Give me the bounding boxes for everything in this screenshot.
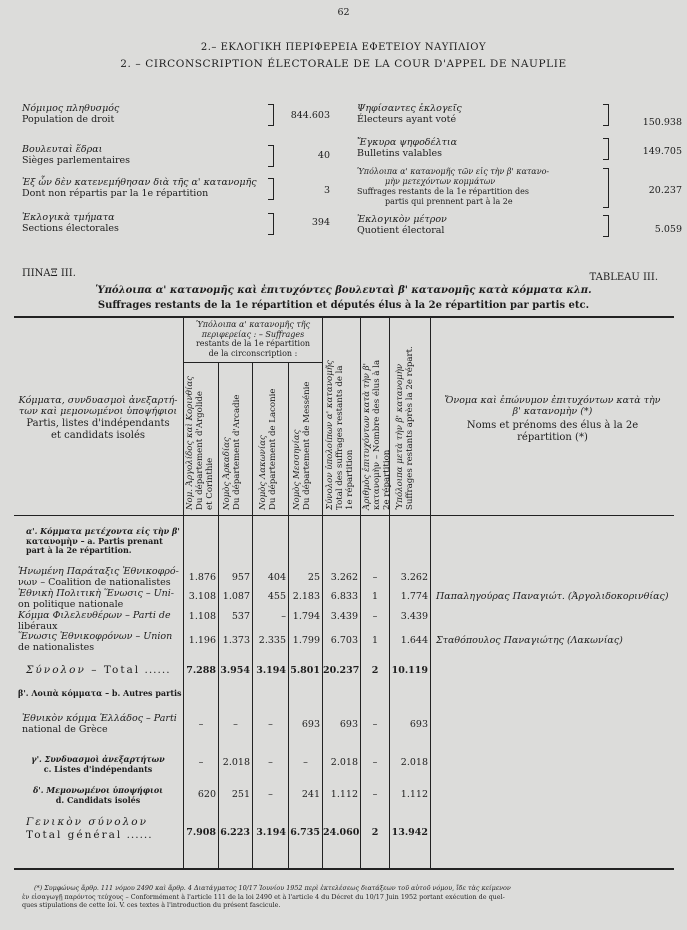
cell-argolis: 3.108	[188, 591, 216, 602]
cell-arcadia: 1.373	[222, 635, 250, 646]
cell-elected: –	[372, 789, 378, 800]
col-header-party-gr: Κόμματα, συνδυασμοὶ ἀνεξαρτή- των καὶ μεμονωμένοι ὑποψήφιοι	[18, 395, 178, 417]
summary-label-gr: Νόμιμος πληθυσμός	[22, 103, 120, 114]
cell-rest: 3.262	[400, 572, 428, 583]
summary-value: 5.059	[654, 224, 682, 235]
summary-label-gr: Βουλευταὶ ἕδραι	[22, 144, 103, 155]
col-header-rest-after: Ὑπόλοιπα μετὰ τὴν β' κατανομὴν Suffrages restants après la 2e répart.	[395, 346, 415, 510]
cell-argolis: 7.288	[186, 665, 216, 676]
summary-label-gr: Ἐκλογικὸν μέτρον	[357, 214, 447, 225]
col-header-argolis: Νομ. Ἀργολίδος καὶ Κορινθίας Du département d'Argolide et Corinthie	[185, 376, 215, 510]
cell-arcadia: –	[233, 719, 238, 730]
col-header-total-rest: Σύνολον ὑπολοίπων α' κατανομῆς Total des suffrages restants de la 1e répartition	[325, 360, 355, 510]
col-header-laconia: Νομὸς Λακωνίας Du département de Laconie	[258, 388, 278, 510]
cell-laconia: –	[268, 757, 273, 768]
cell-elected: –	[372, 611, 378, 622]
summary-label-fr: Dont non répartis par la 1e répartition	[22, 188, 209, 199]
summary-label-gr: Ἔγκυρα ψηφοδέλτια	[357, 137, 458, 148]
cell-arcadia: 3.954	[220, 665, 250, 676]
summary-value: 3	[323, 185, 330, 196]
cell-elected-name: Παπαληγούρας Παναγιώτ. (Ἀργολιδοκορινθίας)	[436, 591, 669, 602]
cell-messinia: 693	[301, 719, 320, 730]
cell-laconia: –	[268, 719, 273, 730]
footnote: (*) Συμφώνως ἄρθρ. 111 νόμου 2490 καὶ ἄρθρ. 4 Διατάγματος 10/17 Ἰουνίου 1952 περὶ ἐκτελέσεως διατάξεων τοῦ αὐτοῦ νόμου, ἴδε τὰς κείμενον ἐν εἰσαγωγῇ παρόντος τεύχους – Conformément à l'article 111 de la loi 2490 et à l'article 4 du Décret du 10/17 Juin 1952 portant exécution de quel- ques stipulations de cette loi. V. ces textes à l'introduction du présent fascicule.	[22, 884, 511, 909]
cell-arcadia: 1.087	[222, 591, 250, 602]
cell-elected: –	[372, 757, 378, 768]
summary-label-fr: Électeurs ayant voté	[357, 114, 457, 125]
table-title-gr: Ὑπόλοιπα α' κατανομῆς καὶ ἐπιτυχόντες βουλευταὶ β' κατανομῆς κατὰ κόμματα κλπ.	[95, 285, 592, 296]
cell-total: 693	[339, 719, 358, 730]
cell-total: 20.237	[323, 665, 360, 676]
cell-messinia: 1.794	[292, 611, 320, 622]
subtotal-label: Σύνολον – Total ......	[26, 664, 171, 676]
cell-rest: 1.112	[400, 789, 428, 800]
cell-argolis: 1.876	[188, 572, 216, 583]
cell-argolis: 1.196	[188, 635, 216, 646]
cell-argolis: –	[198, 719, 204, 730]
cell-messinia: 5.801	[290, 665, 320, 676]
summary-label-fr: partis qui prennent part à la 2e	[385, 197, 513, 206]
grand-total-label-fr: Total général ......	[26, 829, 153, 841]
cell-argolis: 620	[197, 789, 216, 800]
cell-messinia: 2.183	[292, 591, 320, 602]
summary-label-fr: Suffrages restants de la 1e répartition des	[357, 187, 530, 196]
cell-messinia: 1.799	[292, 635, 320, 646]
summary-label-fr: Sections électorales	[22, 223, 119, 234]
cell-rest: 1.774	[400, 591, 428, 602]
row-label: Κόμμα Φιλελευθέρων – Parti de libéraux	[18, 610, 171, 632]
cell-rest: 693	[409, 719, 428, 730]
summary-label-fr: Population de droit	[22, 114, 115, 125]
summary-label-fr: Bulletins valables	[357, 148, 443, 159]
cell-rest: 2.018	[400, 757, 428, 768]
row-label: Ἐθνικὴ Πολιτικὴ Ἕνωσις – Uni- on politique nationale	[18, 588, 174, 610]
cell-messinia: 25	[307, 572, 320, 583]
cell-total: 3.439	[330, 611, 358, 622]
cell-arcadia: 2.018	[222, 757, 250, 768]
row-label: Ἐθνικὸν κόμμα Ἑλλάδος – Parti national de Grèce	[22, 713, 177, 735]
summary-value: 150.938	[642, 117, 682, 128]
summary-label-gr: Ἐξ ὧν δὲν κατενεμήθησαν διὰ τῆς α' κατανομῆς	[22, 177, 257, 188]
cell-rest: 3.439	[400, 611, 428, 622]
page-number: 62	[337, 7, 350, 18]
col-group-header: Ὑπόλοιπα α' κατανομῆς τῆς περιφερείας : – Suffrages restants de la 1e répartition de la circonscription :	[195, 320, 311, 358]
cell-messinia: 241	[301, 789, 320, 800]
summary-label-gr: μὴν μετεχόντων κομμάτων	[385, 177, 496, 186]
grand-total-label-gr: Γενικὸν σύνολον	[26, 816, 148, 828]
row-label: Ἡνωμένη Παράταξις Ἐθνικοφρό- νων – Coalition de nationalistes	[18, 566, 179, 588]
col-header-elected-count: Ἀριθμὸς ἐπιτυχόντων κατὰ τὴν β' κατανομὴν – Nombre des élus à la 2e répartition	[362, 359, 392, 510]
cell-elected-name: Σταθόπουλος Παναγιώτης (Λακωνίας)	[436, 635, 623, 646]
cell-elected: 1	[371, 635, 379, 646]
cell-laconia: –	[281, 611, 286, 622]
cell-laconia: 3.194	[256, 665, 286, 676]
cell-argolis: –	[198, 757, 204, 768]
cell-laconia: –	[268, 789, 273, 800]
cell-laconia: 3.194	[256, 827, 286, 838]
cell-elected: –	[372, 719, 378, 730]
summary-label-gr: Ψηφίσαντες ἐκλογεῖς	[357, 103, 462, 114]
cell-laconia: 2.335	[258, 635, 286, 646]
cell-rest: 10.119	[391, 665, 428, 676]
cell-laconia: 455	[267, 591, 286, 602]
col-header-names-fr: Noms et prénoms des élus à la 2e répartition (*)	[466, 420, 639, 443]
cell-argolis: 1.108	[188, 611, 216, 622]
cell-rest: 13.942	[391, 827, 428, 838]
col-header-messinia: Νομὸς Μεσσηνίας Du département de Messénie	[292, 381, 312, 510]
col-header-party-fr: Partis, listes d'indépendants et candidats isolés	[26, 418, 170, 441]
row-label: Ἕνωσις Ἐθνικοφρόνων – Union de nationalistes	[18, 631, 173, 653]
table-label-gr: ΠΙΝΑΞ ΙΙΙ.	[22, 268, 76, 279]
cell-total: 6.833	[330, 591, 358, 602]
cell-elected: 1	[371, 591, 379, 602]
header-title-fr: 2. – CIRCONSCRIPTION ÉLECTORALE DE LA COUR D'APPEL DE NAUPLIE	[120, 58, 567, 70]
cell-total: 1.112	[330, 789, 358, 800]
header-title-gr: 2.– ΕΚΛΟΓΙΚΗ ΠΕΡΙΦΕΡΕΙΑ ΕΦΕΤΕΙΟΥ ΝΑΥΠΛΙΟΥ	[200, 42, 487, 53]
summary-value: 149.705	[642, 146, 682, 157]
col-header-arcadia: Νομὸς Ἀρκαδίας Du département d'Arcadie	[222, 394, 242, 510]
cell-messinia: –	[303, 757, 308, 768]
cell-arcadia: 251	[231, 789, 250, 800]
cell-laconia: 404	[267, 572, 286, 583]
summary-label-gr: Ὑπόλοιπα α' κατανομῆς τῶν εἰς τὴν β' κατανο-	[357, 167, 550, 176]
table-title-fr: Suffrages restants de la 1e répartition et députés élus à la 2e répartition par partis etc.	[97, 300, 590, 311]
cell-arcadia: 957	[231, 572, 250, 583]
cell-argolis: 7.908	[186, 827, 216, 838]
summary-label-fr: Quotient électoral	[357, 225, 445, 236]
table-label-fr: TABLEAU III.	[589, 272, 658, 283]
col-header-names-gr: Ὄνομα καὶ ἐπώνυμον ἐπιτυχόντων κατὰ τὴν β' κατανομὴν (*)	[444, 395, 661, 417]
summary-value: 394	[311, 217, 330, 228]
section-b-heading: β'. Λοιπὰ κόμματα – b. Autres partis	[18, 688, 182, 698]
summary-label-gr: Ἐκλογικὰ τμήματα	[22, 212, 115, 223]
summary-label-fr: Sièges parlementaires	[22, 155, 131, 166]
cell-total: 3.262	[330, 572, 358, 583]
cell-messinia: 6.735	[290, 827, 320, 838]
section-c-heading: γ'. Συνδυασμοὶ ἀνεξαρτήτων c. Listes d'indépendants	[31, 754, 165, 774]
summary-value: 40	[317, 150, 330, 161]
cell-total: 2.018	[330, 757, 358, 768]
section-d-heading: δ'. Μεμονωμένοι ὑποψήφιοι d. Candidats isolés	[32, 785, 164, 805]
section-a-heading: α'. Κόμματα μετέχοντα εἰς τὴν β' κατανομὴν – a. Partis prenant part à la 2e répartition.	[26, 526, 180, 555]
cell-elected: –	[372, 572, 378, 583]
cell-total: 6.703	[330, 635, 358, 646]
summary-value: 20.237	[648, 185, 682, 196]
cell-arcadia: 537	[231, 611, 250, 622]
summary-value: 844.603	[290, 110, 330, 121]
cell-rest: 1.644	[400, 635, 428, 646]
cell-total: 24.060	[323, 827, 360, 838]
cell-arcadia: 6.223	[220, 827, 250, 838]
cell-elected: 2	[371, 665, 379, 676]
cell-elected: 2	[371, 827, 379, 838]
